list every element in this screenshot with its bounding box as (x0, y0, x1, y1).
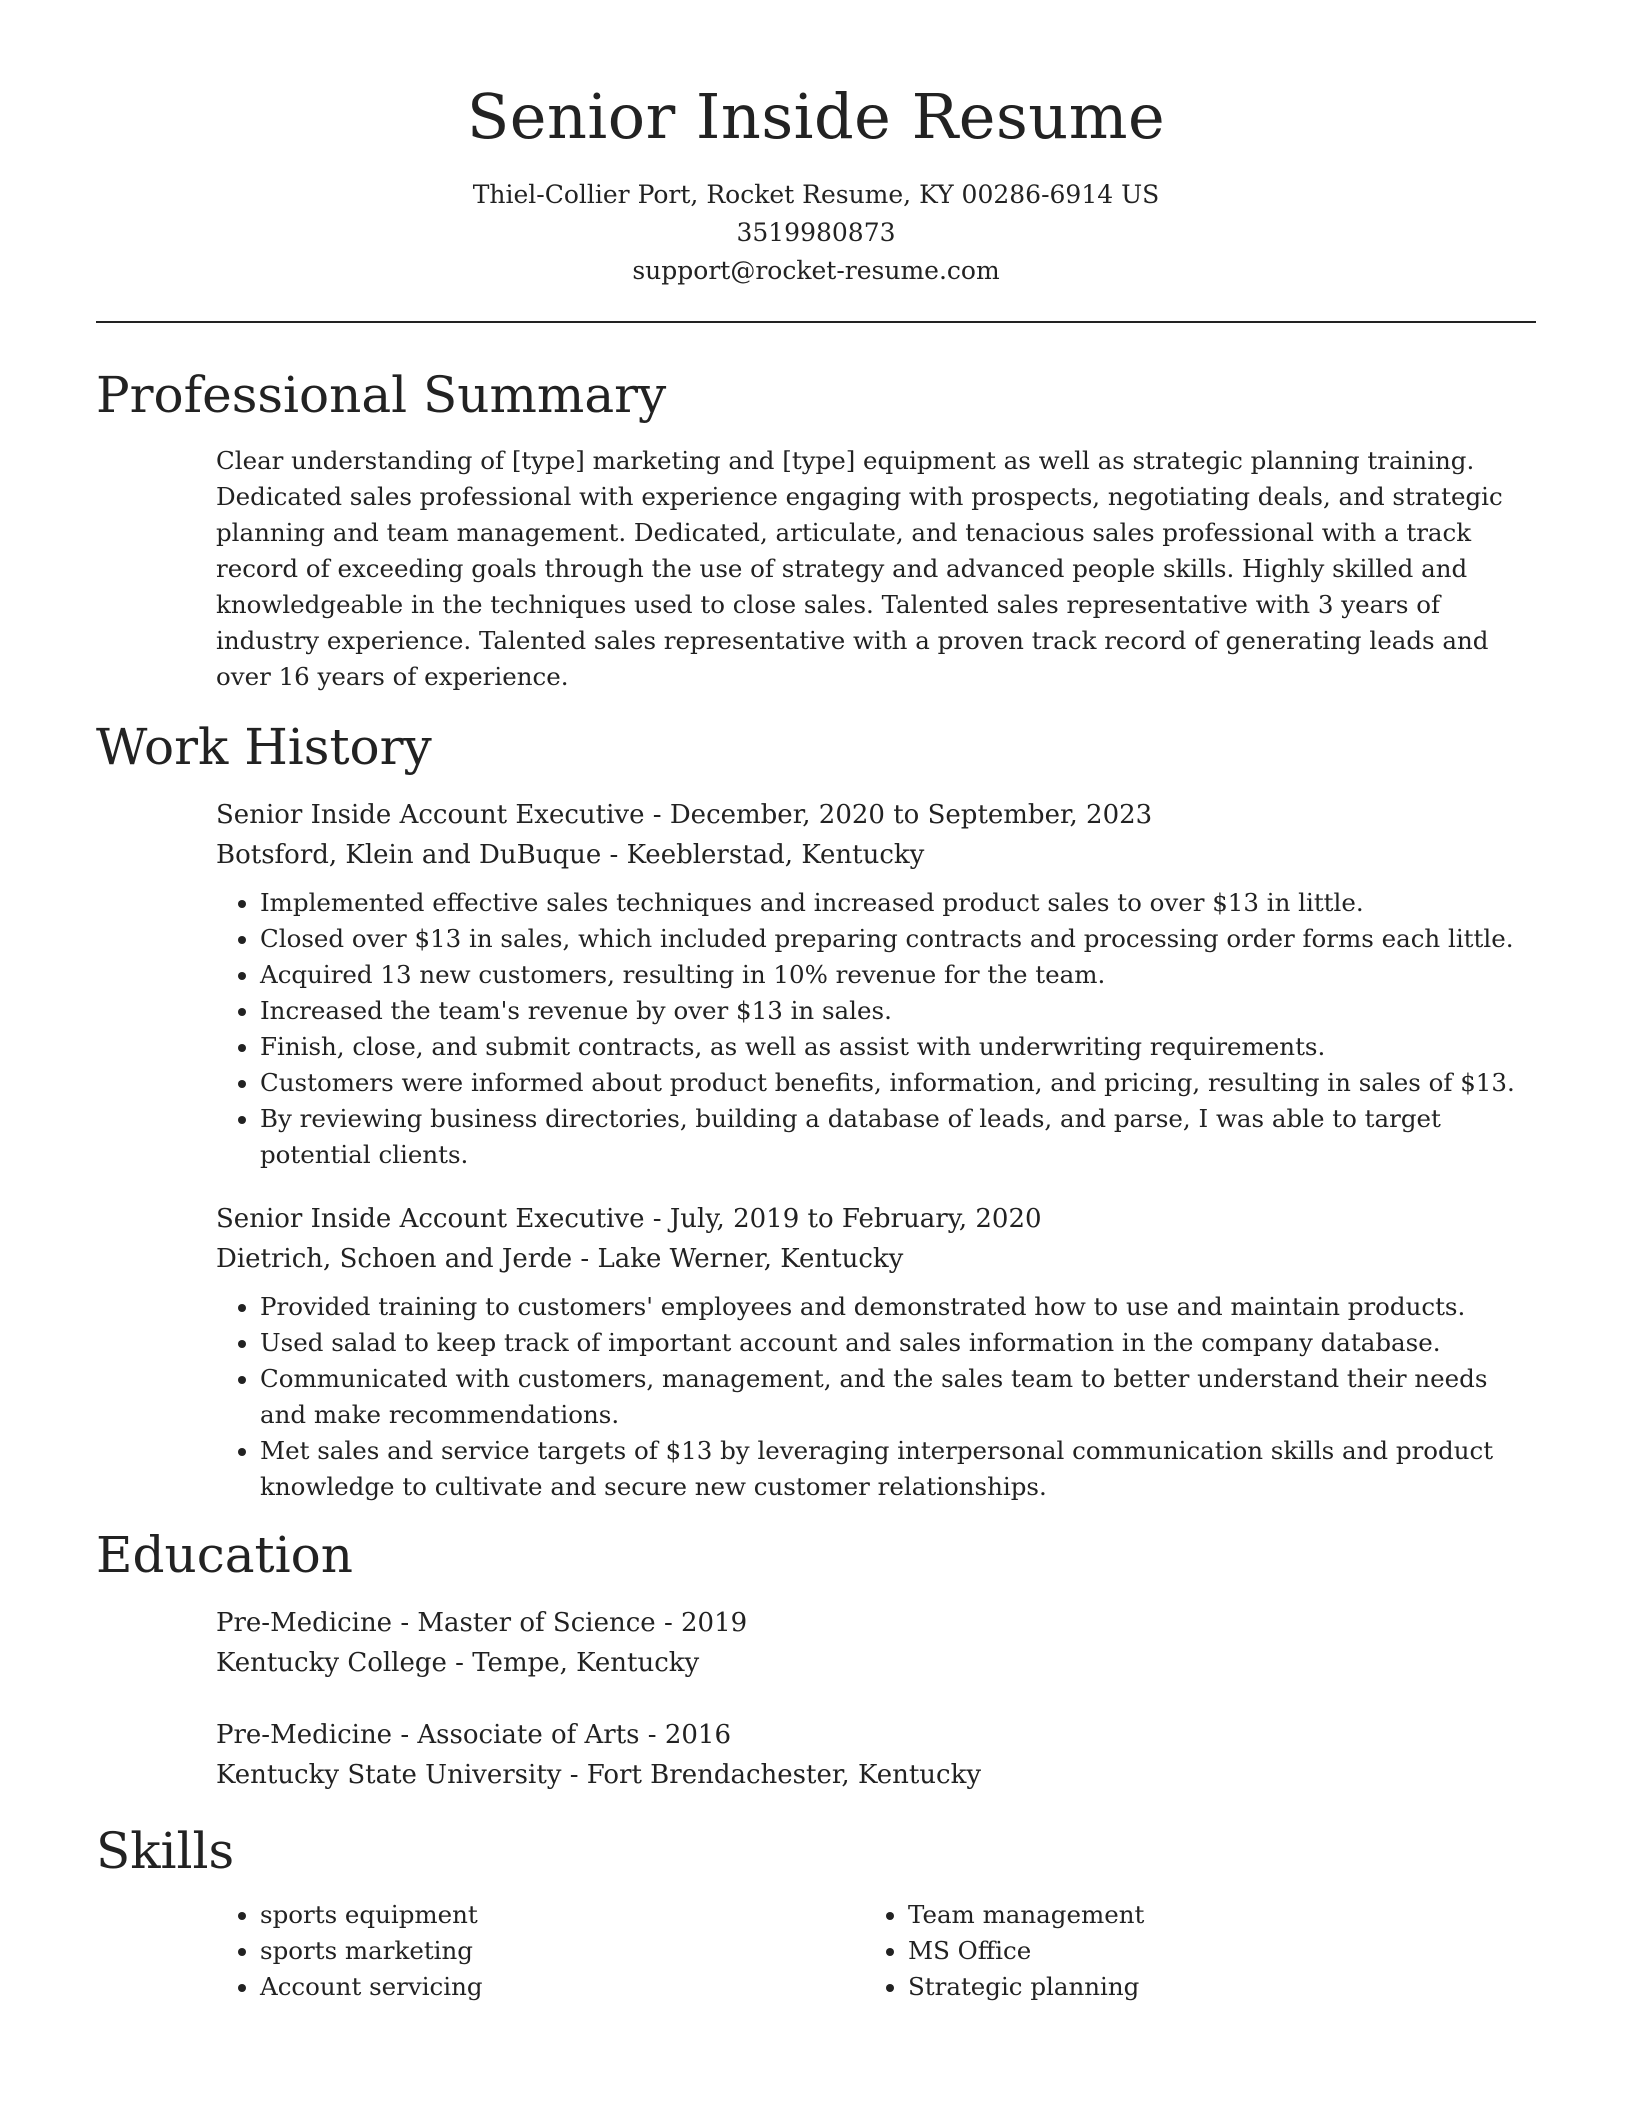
job-position: Senior Inside Account Executive (216, 800, 645, 831)
education-location: - Fort Brendachester, Kentucky (561, 1760, 982, 1791)
section-title-education: Education (96, 1526, 353, 1585)
skills-section (216, 1897, 1536, 2005)
job-bullet: • Met sales and service targets of $13 by leveraging interpersonal communication skills and product knowledge to cultivate and secure new customer relationships. (260, 1433, 1536, 1505)
skill-item: • sports marketing (260, 1933, 864, 1969)
education-school-line (216, 1643, 1536, 1683)
job-entry (216, 1199, 1536, 1505)
job-company: Botsford, Klein and DuBuque (216, 840, 602, 871)
job-entry (216, 795, 1536, 1173)
contact-address: Thiel-Collier Port, Rocket Resume, KY 00286-6914 US (472, 180, 1160, 210)
summary-section (216, 443, 1536, 695)
education-school-line (216, 1755, 1536, 1795)
job-dates: - December, 2020 to September, 2023 (644, 800, 1153, 831)
contact-block (96, 176, 1536, 290)
skill-item: • sports equipment (260, 1897, 864, 1933)
job-bullet: • By reviewing business directories, building a database of leads, and parse, I was able to target potential clients. (260, 1101, 1536, 1173)
job-bullets (216, 1289, 1536, 1505)
resume-name: Senior Inside Resume (466, 80, 1166, 153)
job-location: - Lake Werner, Kentucky (572, 1244, 904, 1275)
education-entry (216, 1715, 1536, 1795)
job-dates: - July, 2019 to February, 2020 (644, 1204, 1042, 1235)
job-bullet: • Implemented effective sales techniques and increased product sales to over $13 in little. (260, 885, 1536, 921)
job-bullet: • Provided training to customers' employees and demonstrated how to use and maintain products. (260, 1289, 1536, 1325)
job-company: Dietrich, Schoen and Jerde (216, 1244, 573, 1275)
skills-grid (216, 1897, 1536, 2005)
section-title-skills: Skills (96, 1822, 235, 1881)
summary-text: Clear understanding of [type] marketing and [type] equipment as well as strategic planning training. Dedicated sales professional with experience engaging with prospects, negotiating deals, and strategic planning and team management. Dedicated, articulate, and tenacious sales professional with a track record of exceeding goals through the use of strategy and advanced people skills. Highly skilled and knowledgeable in the techniques used to close sales. Talented sales representative with 3 years of industry experience. Talented sales representative with a proven track record of generating leads and over 16 years of experience. (216, 446, 1503, 692)
skills-column-left (216, 1897, 864, 2005)
job-company-line (216, 1239, 1536, 1279)
education-school: Kentucky State University (216, 1760, 562, 1791)
job-bullet: • Used salad to keep track of important account and sales information in the company database. (260, 1325, 1536, 1361)
education-degree-line: Pre-Medicine - Associate of Arts - 2016 (216, 1720, 731, 1751)
skill-item: • Strategic planning (908, 1969, 1512, 2005)
skill-item: • Account servicing (260, 1969, 864, 2005)
job-bullet: • Acquired 13 new customers, resulting in 10% revenue for the team. (260, 957, 1536, 993)
work-history-section (216, 795, 1536, 1505)
header-divider (96, 321, 1536, 323)
education-section (216, 1603, 1536, 1795)
job-bullet: • Communicated with customers, management, and the sales team to better understand their needs and make recommendations. (260, 1361, 1536, 1433)
job-company-line (216, 835, 1536, 875)
education-entry (216, 1603, 1536, 1683)
skills-list (864, 1897, 1512, 2005)
education-location: - Tempe, Kentucky (446, 1648, 700, 1679)
resume-header (96, 80, 1536, 290)
job-title-line (216, 1199, 1536, 1239)
job-position: Senior Inside Account Executive (216, 1204, 645, 1235)
section-title-summary: Professional Summary (96, 366, 667, 425)
education-degree-line: Pre-Medicine - Master of Science - 2019 (216, 1608, 748, 1639)
skills-list (216, 1897, 864, 2005)
contact-email: support@rocket-resume.com (632, 256, 1000, 286)
skill-item: • Team management (908, 1897, 1512, 1933)
job-title-line (216, 795, 1536, 835)
job-bullet: • Increased the team's revenue by over $13 in sales. (260, 993, 1536, 1029)
job-bullet: • Closed over $13 in sales, which included preparing contracts and processing order forms each little. (260, 921, 1536, 957)
skills-column-right (864, 1897, 1512, 2005)
education-school: Kentucky College (216, 1648, 447, 1679)
job-bullets (216, 885, 1536, 1173)
job-location: - Keeblerstad, Kentucky (601, 840, 925, 871)
job-bullet: • Finish, close, and submit contracts, as well as assist with underwriting requirements. (260, 1029, 1536, 1065)
section-title-work-history: Work History (96, 718, 432, 777)
contact-phone: 3519980873 (736, 218, 896, 248)
job-bullet: • Customers were informed about product benefits, information, and pricing, resulting in sales of $13. (260, 1065, 1536, 1101)
skill-item: • MS Office (908, 1933, 1512, 1969)
